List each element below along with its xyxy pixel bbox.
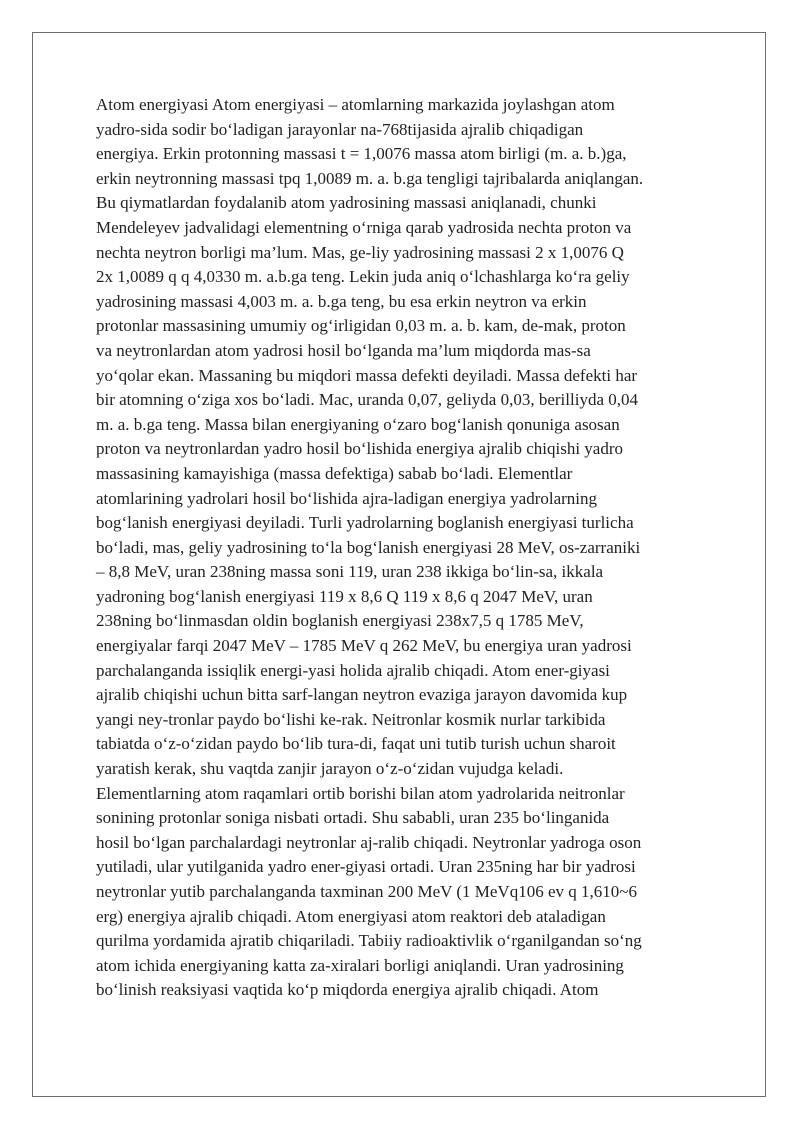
text-line: 238ning bo‘linmasdan oldin boglanish energiyasi 238x7,5 q 1785 MeV, xyxy=(96,611,584,631)
text-line: sonining protonlar soniga nisbati ortadi. Shu sababli, uran 235 bo‘linganida xyxy=(96,808,610,828)
text-line: Mendeleyev jadvalidagi elementning o‘rniga qarab yadrosida nechta proton va xyxy=(96,217,632,237)
text-line: erg) energiya ajralib chiqadi. Atom energiyasi atom reaktori deb ataladigan xyxy=(96,906,606,926)
text-line: yadrosining massasi 4,003 m. a. b.ga teng, bu esa erkin neytron va erkin xyxy=(96,291,587,311)
text-line: yadroning bog‘lanish energiyasi 119 x 8,6 Q 119 x 8,6 q 2047 MeV, uran xyxy=(96,586,593,606)
text-line: 2x 1,0089 q q 4,0330 m. a.b.ga teng. Lekin juda aniq o‘lchashlarga ko‘ra geliy xyxy=(96,267,630,287)
text-line: yaratish kerak, shu vaqtda zanjir jarayon o‘z-o‘zidan vujudga keladi. xyxy=(96,759,564,779)
text-line: protonlar massasining umumiy og‘irligidan 0,03 m. a. b. kam, de-mak, proton xyxy=(96,316,626,336)
text-line: m. a. b.ga teng. Massa bilan energiyaning o‘zaro bog‘lanish qonuniga asosan xyxy=(96,414,620,434)
text-line: qurilma yordamida ajratib chiqariladi. Tabiiy radioaktivlik o‘rganilgandan so‘ng xyxy=(96,931,642,951)
text-line: atom ichida energiyaning katta za-xiralari borligi aniqlandi. Uran yadrosining xyxy=(96,955,624,975)
text-line: tabiatda o‘z-o‘zidan paydo bo‘lib tura-di, faqat uni tutib turish uchun sharoit xyxy=(96,734,616,754)
text-line: hosil bo‘lgan parchalardagi neytronlar aj-ralib chiqadi. Neytronlar yadroga oson xyxy=(96,832,642,852)
text-line: neytronlar yutib parchalanganda taxminan 200 MeV (1 MeVq106 ev q 1,610~6 xyxy=(96,882,637,901)
text-line: parchalanganda issiqlik energi-yasi holida ajralib chiqadi. Atom ener-giyasi xyxy=(96,660,610,680)
text-line: yangi ney-tronlar paydo bo‘lishi ke-rak. Neitronlar kosmik nurlar tarkibida xyxy=(96,709,606,729)
text-line: bir atomning o‘ziga xos bo‘ladi. Mac, uranda 0,07, geliyda 0,03, berilliyda 0,04 xyxy=(96,390,638,410)
text-line: va neytronlardan atom yadrosi hosil bo‘lganda ma’lum miqdorda mas-sa xyxy=(96,340,591,360)
text-line: Atom energiyasi Atom energiyasi – atomlarning markazida joylashgan atom xyxy=(96,95,615,114)
text-line: energiya. Erkin protonning massasi t = 1,0076 massa atom birligi (m. a. b.)ga, xyxy=(96,144,627,164)
text-line: yutiladi, ular yutilganida yadro ener-giyasi ortadi. Uran 235ning har bir yadrosi xyxy=(96,857,636,877)
text-line: yo‘qolar ekan. Massaning bu miqdori massa defekti deyiladi. Massa defekti har xyxy=(96,365,638,385)
text-line: bo‘ladi, mas, geliy yadrosining to‘la bog‘lanish energiyasi 28 MeV, os-zarraniki xyxy=(96,537,641,557)
text-line: massasining kamayishiga (massa defektiga) sabab bo‘ladi. Elementlar xyxy=(96,463,573,483)
text-line: yadro-sida sodir bo‘ladigan jarayonlar na-768tijasida ajralib chiqadigan xyxy=(96,119,584,139)
document-body-text xyxy=(96,93,716,1003)
text-line: nechta neytron borligi ma’lum. Mas, ge-liy yadrosining massasi 2 x 1,0076 Q xyxy=(96,242,624,262)
text-line: atomlarining yadrolari hosil bo‘lishida ajra-ladigan energiya yadrolarning xyxy=(96,488,598,508)
text-line: energiyalar farqi 2047 MeV – 1785 MeV q 262 MeV, bu energiya uran yadrosi xyxy=(96,636,632,656)
text-line: erkin neytronning massasi tpq 1,0089 m. a. b.ga tengligi tajribalarda aniqlangan. xyxy=(96,168,644,188)
text-line: ajralib chiqishi uchun bitta sarf-langan neytron evaziga jarayon davomida kup xyxy=(96,685,628,705)
text-line: bog‘lanish energiyasi deyiladi. Turli yadrolarning boglanish energiyasi turlicha xyxy=(96,513,634,533)
text-line: bo‘linish reaksiyasi vaqtida ko‘p miqdorda energiya ajralib chiqadi. Atom xyxy=(96,980,599,1000)
text-line: – 8,8 MeV, uran 238ning massa soni 119, uran 238 ikkiga bo‘lin-sa, ikkala xyxy=(96,562,604,582)
text-line: proton va neytronlardan yadro hosil bo‘lishida energiya ajralib chiqishi yadro xyxy=(96,439,624,459)
text-line: Elementlarning atom raqamlari ortib borishi bilan atom yadrolarida neitronlar xyxy=(96,783,625,803)
text-line: Bu qiymatlardan foydalanib atom yadrosining massasi aniqlanadi, chunki xyxy=(96,193,597,213)
